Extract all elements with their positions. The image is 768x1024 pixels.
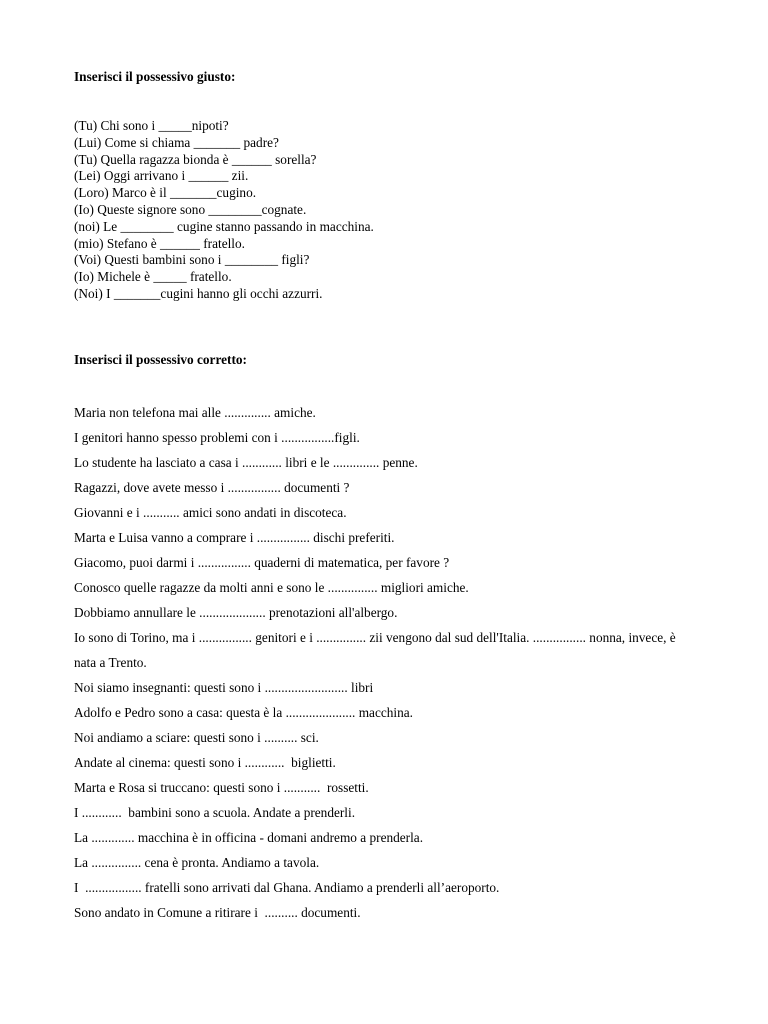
exercise-line: (Io) Michele è _____ fratello. xyxy=(74,269,232,285)
exercise-line: Maria non telefona mai alle .............. amiche. xyxy=(74,405,316,420)
exercise-line: (Noi) I _______cugini hanno gli occhi azzurri. xyxy=(74,285,323,301)
exercise-line: (Tu) Chi sono i _____nipoti? xyxy=(74,118,229,133)
section-1-heading: Inserisci il possessivo giusto: xyxy=(74,69,236,84)
exercise-line: Dobbiamo annullare le .................... prenotazioni all'albergo. xyxy=(74,605,398,620)
exercise-line: Sono andato in Comune a ritirare i .......... documenti. xyxy=(74,905,361,920)
exercise-line: I ............ bambini sono a scuola. Andate a prenderli. xyxy=(74,805,356,820)
exercise-line: La ............... cena è pronta. Andiamo a tavola. xyxy=(74,855,320,870)
exercise-line: I genitori hanno spesso problemi con i ................figli. xyxy=(74,430,360,445)
section-1-exercise-list xyxy=(74,118,374,303)
exercise-line: (Loro) Marco è il _______cugino. xyxy=(74,185,257,201)
section-2-heading: Inserisci il possessivo corretto: xyxy=(74,352,247,367)
exercise-line: (Lei) Oggi arrivano i ______ zii. xyxy=(74,168,249,184)
section-2-exercise-list xyxy=(74,400,694,925)
exercise-line: I ................. fratelli sono arrivati dal Ghana. Andiamo a prenderli all’aeroporto. xyxy=(74,880,500,895)
exercise-line: (Voi) Questi bambini sono i ________ figli? xyxy=(74,252,310,268)
exercise-line: Lo studente ha lasciato a casa i ............ libri e le .............. penne. xyxy=(74,455,418,470)
exercise-line: Noi siamo insegnanti: questi sono i ......................... libri xyxy=(74,680,374,695)
exercise-line: Giacomo, puoi darmi i ................ quaderni di matematica, per favore ? xyxy=(74,555,450,570)
exercise-line: Io sono di Torino, ma i ................ genitori e i ............... zii vengono dal sud dell'Italia. ................ nonna, invece, è nata a Trento. xyxy=(74,630,680,670)
exercise-line: Marta e Luisa vanno a comprare i ................ dischi preferiti. xyxy=(74,530,395,545)
exercise-line: (noi) Le ________ cugine stanno passando in macchina. xyxy=(74,218,374,234)
exercise-line: Noi andiamo a sciare: questi sono i .......... sci. xyxy=(74,730,319,745)
exercise-line: Conosco quelle ragazze da molti anni e sono le ............... migliori amiche. xyxy=(74,580,469,595)
exercise-line: (Io) Queste signore sono ________cognate. xyxy=(74,201,307,217)
exercise-line: Andate al cinema: questi sono i ............ biglietti. xyxy=(74,755,336,770)
exercise-line: Giovanni e i ........... amici sono andati in discoteca. xyxy=(74,505,347,520)
exercise-line: Adolfo e Pedro sono a casa: questa è la ..................... macchina. xyxy=(74,705,413,720)
exercise-line: (Lui) Come si chiama _______ padre? xyxy=(74,134,279,150)
exercise-line: Marta e Rosa si truccano: questi sono i ........... rossetti. xyxy=(74,780,369,795)
exercise-line: (Tu) Quella ragazza bionda è ______ sorella? xyxy=(74,151,317,167)
exercise-line: (mio) Stefano è ______ fratello. xyxy=(74,235,245,251)
exercise-line: Ragazzi, dove avete messo i ................ documenti ? xyxy=(74,480,350,495)
exercise-line: La ............. macchina è in officina - domani andremo a prenderla. xyxy=(74,830,424,845)
